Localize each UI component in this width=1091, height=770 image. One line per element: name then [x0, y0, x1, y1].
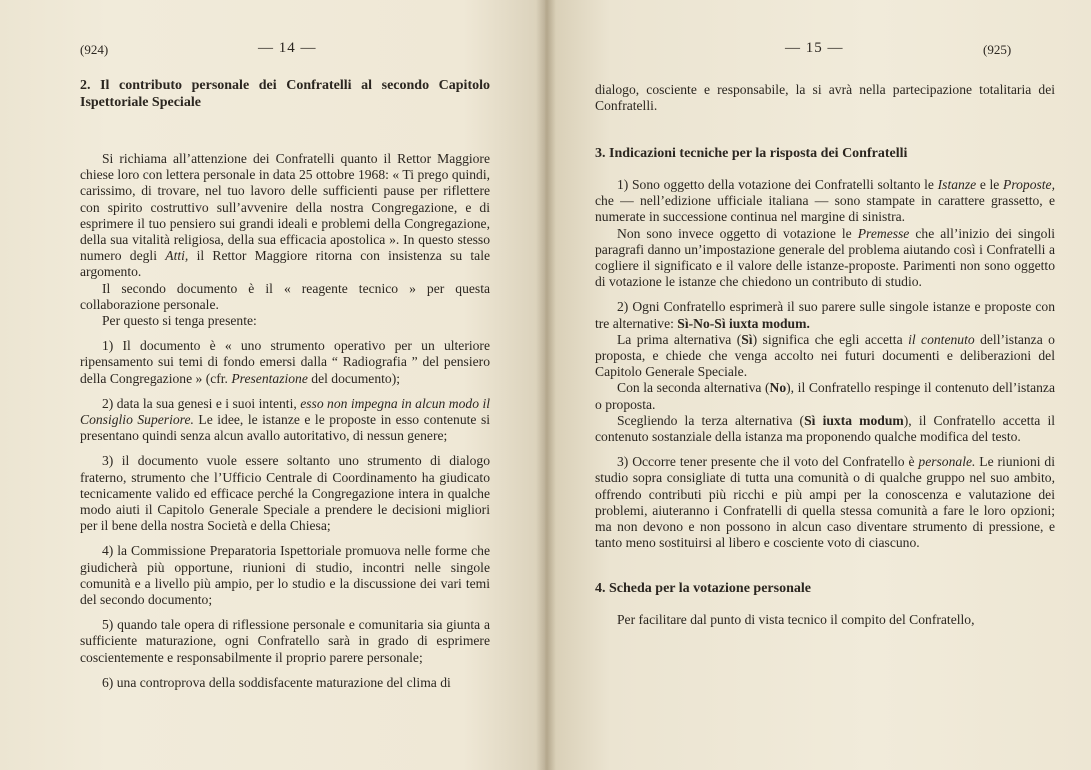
paragraph-emphasis: il contenuto [908, 331, 975, 347]
paragraph-text: che — nell’edizione ufficiale italiana — sono stampate in carattere grassetto, e numerate in successione continua nel margine di sinistra. [595, 193, 1055, 225]
right-marginal-number: (925) [983, 42, 1012, 57]
section-2-title: Il contributo personale dei Confratelli al secondo Capitolo Ispettoriale Speciale [80, 78, 490, 110]
paragraph-bold: Sì iuxta modum [804, 412, 904, 428]
left-marginal-number: (924) [80, 42, 109, 57]
left-text-column [80, 78, 490, 691]
continued-paragraph: dialogo, cosciente e responsabile, la si avrà nella partecipazione totalitaria dei Confratelli. [595, 82, 1055, 114]
paragraph-text: ), il Confratello respinge il contenuto dell’istanza o proposta. [595, 380, 1055, 412]
paragraph-emphasis: Premesse [857, 225, 910, 241]
section-3-number: 3. [595, 146, 606, 162]
paragraph-text: Non sono invece oggetto di votazione le [617, 225, 852, 241]
paragraph [595, 332, 1055, 381]
paragraph-text: Le riunioni di studio sopra consigliate di tutta una comunità o di qualche gruppo nel suo ambito, offrendo contributi più ricchi e più ampi per la conoscenza e valutazione dei problemi, aiuteranno i Confratelli di quella stessa comunità a fare le loro opzioni; ma non devono e non possono in alcun caso diventare strumento di pressione, e tanto meno sostituirsi al libero e cosciente voto di ciascuno. [595, 454, 1055, 551]
paragraph [595, 454, 1055, 551]
paragraph-text: Con la seconda alternativa ( [617, 380, 770, 396]
section-2-number: 2. [80, 78, 91, 93]
section-2-heading [80, 78, 490, 111]
list-item-text: del documento); [311, 370, 401, 386]
paragraph-text: Si richiama all’attenzione dei Confratelli quanto il Rettor Maggiore chiese loro con lettera personale in data 25 ottobre 1968: « Ti prego quindi, carissimo, di trovare, nel tuo lavoro delle sufficienti pause per riflettere con spirito costruttivo sull’avvenire della nostra Congregazione, e di esprimere il tuo pensiero sui grandi ideali e problemi della Congregazione, della sua vitalità religiosa, della sua efficacia apostolica ». In questo stesso numero degli [80, 151, 490, 264]
paragraph-emphasis: personale. [918, 454, 976, 470]
paragraph-text: 2) Ogni Confratello esprimerà il suo parere sulle singole istanze e proposte con tre alternative: [595, 299, 1055, 331]
list-item: 3) il documento vuole essere soltanto uno strumento di dialogo fraterno, strumento che l’Ufficio Centrale di Coordinamento ha giudicato tecnicamente valido ed efficace perché la Congregazione intera in qualche modo aiuti il Capitolo Generale Speciale a prendere le decisioni migliori per il bene della nostra Società e della Chiesa; [80, 453, 490, 534]
left-page [0, 0, 545, 770]
paragraph-text: che all’inizio dei singoli paragrafi danno un’impostazione generale del problema aiutando così i Confratelli a cogliere il significato e il valore delle istanze-proposte. Parimenti non sono oggetto di votazione le istanze che chiedono un contributo di studio. [595, 225, 1055, 290]
list-item [80, 338, 490, 387]
paragraph-text: La prima alternativa ( [617, 331, 742, 347]
right-text-column [595, 82, 1055, 628]
list-item-text: 1) Il documento è « uno strumento operativo per un ulteriore ripensamento sui temi di fondo emersi dalla “ Radiografia ” del pensiero della Congregazione » (cfr. [80, 338, 490, 386]
list-item: 6) una controprova della soddisfacente maturazione del clima di [102, 674, 451, 690]
section-4-number: 4. [595, 581, 606, 597]
paragraph-text: 3) Occorre tener presente che il voto del Confratello è [617, 454, 915, 470]
left-page-number: — 14 — [258, 40, 317, 56]
paragraph-emphasis: Proposte, [1003, 176, 1055, 192]
paragraph-bold: Sì-No-Sì iuxta modum. [677, 315, 810, 331]
paragraph-emphasis: Atti, [165, 248, 189, 264]
paragraph-emphasis: Istanze [937, 176, 977, 192]
paragraph [595, 299, 1055, 331]
paragraph-bold: No [769, 380, 787, 396]
paragraph-text: e le [979, 176, 1000, 192]
list-item: 5) quando tale opera di riflessione personale e comunitaria sia giunta a sufficiente maturazione, ogni Confratello sarà in grado di esprimere coscientemente e responsabilmente il proprio parere personale; [80, 617, 490, 665]
paragraph [595, 380, 1055, 412]
list-item-emphasis: Presentazione [231, 370, 308, 386]
paragraph: Il secondo documento è il « reagente tecnico » per questa collaborazione personale. [80, 280, 490, 312]
paragraph: Per facilitare dal punto di vista tecnico il compito del Confratello, [617, 611, 975, 627]
list-item-emphasis: esso non impegna in alcun modo il Consiglio Superiore. [80, 395, 490, 428]
paragraph [595, 177, 1055, 226]
section-3-heading [595, 146, 1055, 163]
right-page [545, 0, 1091, 770]
paragraph [595, 413, 1055, 445]
list-item-text: Le idee, le istanze e le proposte in esso contenute si presentano quindi senza alcun avallo autoritativo, di nessun genere; [80, 412, 491, 444]
list-item [80, 396, 490, 445]
paragraph-text: ), il Confratello accetta il contenuto sostanziale della istanza ma proponendo qualche modifica del testo. [595, 412, 1055, 444]
paragraph-text: dell’istanza o proposta, e chiede che venga accolto nei futuri documenti e deliberazioni del Capitolo Generale Speciale. [595, 331, 1055, 380]
paragraph-text: il Rettor Maggiore ritorna con insistenza su tale argomento. [80, 248, 491, 280]
paragraph [80, 151, 490, 281]
section-4-title: Scheda per la votazione personale [609, 581, 811, 597]
paragraph-text: ) significa che egli accetta [752, 331, 903, 347]
paragraph [595, 226, 1055, 291]
right-page-number: — 15 — [785, 40, 844, 56]
paragraph: Per questo si tenga presente: [102, 313, 257, 329]
paragraph-text: 1) Sono oggetto della votazione dei Confratelli soltanto le [617, 176, 934, 192]
section-4-heading [595, 581, 1055, 598]
list-item: 4) la Commissione Preparatoria Ispettoriale promuova nelle forme che giudicherà più opportune, riunioni di studio, incontri nelle singole comunità e a livello più ampio, per lo studio e la discussione dei vari temi del secondo documento; [80, 543, 490, 608]
paragraph-bold: Sì [741, 331, 753, 347]
paragraph-text: Scegliendo la terza alternativa ( [617, 412, 805, 428]
section-3-title: Indicazioni tecniche per la risposta dei Confratelli [609, 146, 908, 162]
list-item-text: 2) data la sua genesi e i suoi intenti, [102, 395, 297, 411]
